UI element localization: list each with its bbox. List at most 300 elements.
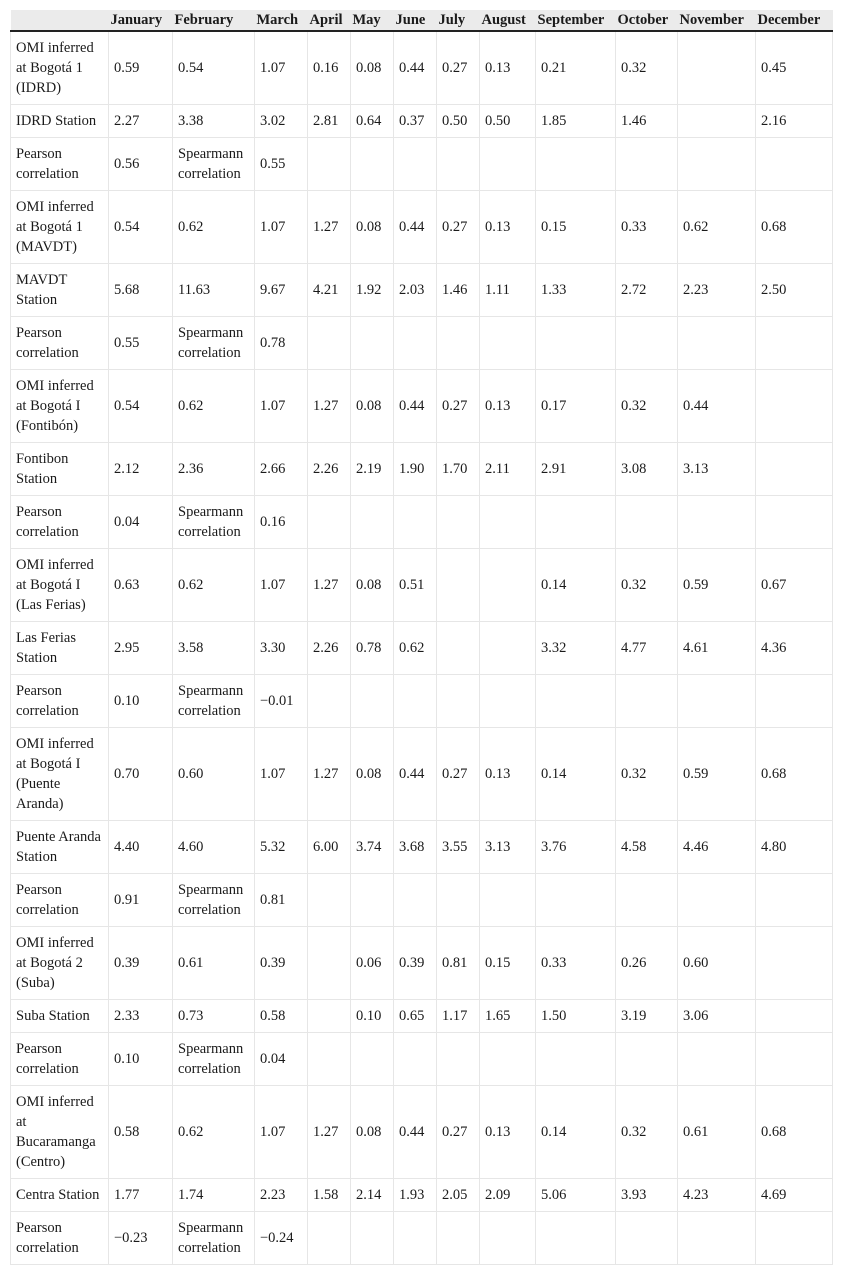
table-cell: 0.27 <box>437 1086 480 1179</box>
table-cell: 2.23 <box>678 264 756 317</box>
table-cell <box>756 874 833 927</box>
table-cell <box>480 1212 536 1265</box>
table-cell: 1.11 <box>480 264 536 317</box>
table-cell <box>678 138 756 191</box>
table-cell <box>394 1033 437 1086</box>
table-cell: 1.50 <box>536 1000 616 1033</box>
table-cell <box>536 1033 616 1086</box>
table-cell <box>437 317 480 370</box>
table-cell: 5.06 <box>536 1179 616 1212</box>
table-cell: 4.77 <box>616 622 678 675</box>
table-cell: 0.08 <box>351 728 394 821</box>
table-cell: 0.56 <box>109 138 173 191</box>
table-cell <box>351 1212 394 1265</box>
table-cell: 0.67 <box>756 549 833 622</box>
table-cell: Spearmann correlation <box>173 138 255 191</box>
header-cell-february: February <box>173 10 255 31</box>
table-cell: 3.19 <box>616 1000 678 1033</box>
header-cell-september: September <box>536 10 616 31</box>
table-cell: 6.00 <box>308 821 351 874</box>
table-cell: 1.65 <box>480 1000 536 1033</box>
row-label: OMI inferred at Bogotá I (Fontibón) <box>11 370 109 443</box>
table-cell <box>480 874 536 927</box>
table-cell: 4.58 <box>616 821 678 874</box>
table-cell: 0.16 <box>255 496 308 549</box>
table-cell: 0.68 <box>756 191 833 264</box>
table-cell: 0.44 <box>394 31 437 105</box>
table-row <box>11 443 833 496</box>
table-cell: 1.27 <box>308 549 351 622</box>
table-cell: 0.26 <box>616 927 678 1000</box>
table-cell: 2.05 <box>437 1179 480 1212</box>
table-cell: 2.66 <box>255 443 308 496</box>
table-cell: 2.16 <box>756 105 833 138</box>
table-cell <box>351 874 394 927</box>
table-cell <box>616 496 678 549</box>
table-cell <box>437 622 480 675</box>
table-row <box>11 821 833 874</box>
table-cell: 0.44 <box>678 370 756 443</box>
table-row <box>11 1000 833 1033</box>
table-cell: 0.44 <box>394 1086 437 1179</box>
table-cell: 0.78 <box>255 317 308 370</box>
table-cell: 0.13 <box>480 728 536 821</box>
table-cell: 1.17 <box>437 1000 480 1033</box>
table-cell: 3.55 <box>437 821 480 874</box>
table-cell: 1.70 <box>437 443 480 496</box>
table-cell: 1.07 <box>255 31 308 105</box>
table-row <box>11 31 833 105</box>
table-row <box>11 496 833 549</box>
header-cell-june: June <box>394 10 437 31</box>
table-cell <box>351 1033 394 1086</box>
table-row <box>11 927 833 1000</box>
row-label: OMI inferred at Bogotá I (Las Ferias) <box>11 549 109 622</box>
table-cell: 0.27 <box>437 370 480 443</box>
table-cell <box>351 675 394 728</box>
table-cell <box>616 1212 678 1265</box>
table-cell: 0.61 <box>678 1086 756 1179</box>
table-cell <box>394 1212 437 1265</box>
table-cell: 0.39 <box>255 927 308 1000</box>
table-cell: 3.32 <box>536 622 616 675</box>
table-cell: 2.09 <box>480 1179 536 1212</box>
table-cell: 1.07 <box>255 1086 308 1179</box>
header-cell-april: April <box>308 10 351 31</box>
table-cell: 0.39 <box>394 927 437 1000</box>
table-cell <box>678 317 756 370</box>
table-cell: 0.08 <box>351 31 394 105</box>
table-cell: 0.16 <box>308 31 351 105</box>
table-cell: Spearmann correlation <box>173 1212 255 1265</box>
table-cell <box>756 675 833 728</box>
table-cell <box>756 496 833 549</box>
table-cell <box>536 496 616 549</box>
table-cell: 0.65 <box>394 1000 437 1033</box>
table-cell: 0.60 <box>678 927 756 1000</box>
table-cell: 0.78 <box>351 622 394 675</box>
table-cell: 2.11 <box>480 443 536 496</box>
row-label: Pearson correlation <box>11 1033 109 1086</box>
table-cell <box>351 138 394 191</box>
row-label: Las Ferias Station <box>11 622 109 675</box>
table-cell: 0.39 <box>109 927 173 1000</box>
table-cell: 1.58 <box>308 1179 351 1212</box>
table-cell <box>678 1212 756 1265</box>
table-row <box>11 105 833 138</box>
table-cell: 0.68 <box>756 728 833 821</box>
row-label: MAVDT Station <box>11 264 109 317</box>
table-cell: 2.50 <box>756 264 833 317</box>
table-cell <box>308 1033 351 1086</box>
table-cell: 0.13 <box>480 370 536 443</box>
table-cell <box>394 317 437 370</box>
table-row <box>11 1212 833 1265</box>
header-row <box>11 10 833 31</box>
table-cell <box>616 1033 678 1086</box>
table-cell <box>351 496 394 549</box>
table-row <box>11 728 833 821</box>
table-cell: 1.77 <box>109 1179 173 1212</box>
table-cell: 2.19 <box>351 443 394 496</box>
table-cell <box>756 317 833 370</box>
header-cell-july: July <box>437 10 480 31</box>
table-cell <box>394 138 437 191</box>
table-cell: 0.59 <box>678 549 756 622</box>
table-cell: 0.59 <box>109 31 173 105</box>
row-label: OMI inferred at Bogotá I (Puente Aranda) <box>11 728 109 821</box>
table-cell: 0.10 <box>351 1000 394 1033</box>
table-cell: 0.50 <box>480 105 536 138</box>
header-cell-march: March <box>255 10 308 31</box>
table-cell: 0.21 <box>536 31 616 105</box>
table-cell: 0.62 <box>173 370 255 443</box>
correlation-table <box>10 10 833 1265</box>
table-cell: Spearmann correlation <box>173 1033 255 1086</box>
header-cell-may: May <box>351 10 394 31</box>
table-cell: 0.62 <box>394 622 437 675</box>
table-cell: −0.01 <box>255 675 308 728</box>
table-cell: 1.90 <box>394 443 437 496</box>
table-cell: 0.32 <box>616 728 678 821</box>
table-cell: 0.08 <box>351 1086 394 1179</box>
table-cell: 0.70 <box>109 728 173 821</box>
table-cell <box>394 675 437 728</box>
header-cell-december: December <box>756 10 833 31</box>
header-cell-october: October <box>616 10 678 31</box>
table-cell <box>536 675 616 728</box>
row-label: OMI inferred at Bogotá 2 (Suba) <box>11 927 109 1000</box>
table-cell: 3.76 <box>536 821 616 874</box>
table-cell <box>616 675 678 728</box>
row-label: Pearson correlation <box>11 496 109 549</box>
table-cell <box>480 549 536 622</box>
table-cell: 0.15 <box>480 927 536 1000</box>
table-cell: 0.55 <box>255 138 308 191</box>
table-cell <box>536 874 616 927</box>
table-cell: 1.33 <box>536 264 616 317</box>
table-cell <box>536 1212 616 1265</box>
table-cell <box>480 1033 536 1086</box>
table-cell: 4.80 <box>756 821 833 874</box>
table-cell <box>308 927 351 1000</box>
table-cell: 3.38 <box>173 105 255 138</box>
table-cell: 5.68 <box>109 264 173 317</box>
table-cell: 3.08 <box>616 443 678 496</box>
table-cell: 4.69 <box>756 1179 833 1212</box>
table-body <box>11 31 833 1265</box>
table-cell: 2.27 <box>109 105 173 138</box>
table-cell: 0.27 <box>437 728 480 821</box>
table-cell <box>480 675 536 728</box>
table-cell <box>351 317 394 370</box>
table-cell: 2.26 <box>308 443 351 496</box>
table-cell: −0.24 <box>255 1212 308 1265</box>
table-cell <box>437 138 480 191</box>
table-cell <box>678 675 756 728</box>
table-cell: 1.92 <box>351 264 394 317</box>
table-cell: 0.27 <box>437 31 480 105</box>
table-cell: 3.13 <box>678 443 756 496</box>
table-cell <box>437 549 480 622</box>
row-label: Suba Station <box>11 1000 109 1033</box>
table-cell: 11.63 <box>173 264 255 317</box>
table-cell: 3.58 <box>173 622 255 675</box>
table-cell <box>437 1212 480 1265</box>
table-cell <box>308 496 351 549</box>
table-cell <box>308 138 351 191</box>
table-cell: 3.30 <box>255 622 308 675</box>
table-row <box>11 1179 833 1212</box>
table-row <box>11 191 833 264</box>
table-cell: 0.44 <box>394 370 437 443</box>
table-cell: Spearmann correlation <box>173 317 255 370</box>
header-cell-august: August <box>480 10 536 31</box>
table-row <box>11 264 833 317</box>
table-cell: −0.23 <box>109 1212 173 1265</box>
table-cell <box>678 874 756 927</box>
table-cell: 1.46 <box>616 105 678 138</box>
table-cell: 0.44 <box>394 191 437 264</box>
table-cell <box>480 496 536 549</box>
table-cell: 3.68 <box>394 821 437 874</box>
table-cell: 0.58 <box>255 1000 308 1033</box>
row-label: Pearson correlation <box>11 675 109 728</box>
table-cell: 1.07 <box>255 370 308 443</box>
table-cell: 9.67 <box>255 264 308 317</box>
table-cell <box>480 622 536 675</box>
table-row <box>11 675 833 728</box>
table-cell: 2.95 <box>109 622 173 675</box>
table-cell: 1.85 <box>536 105 616 138</box>
table-cell <box>437 1033 480 1086</box>
table-cell <box>756 443 833 496</box>
table-cell <box>437 874 480 927</box>
table-cell: 0.54 <box>109 191 173 264</box>
table-row <box>11 622 833 675</box>
table-cell: 0.32 <box>616 370 678 443</box>
table-cell: 0.14 <box>536 728 616 821</box>
table-cell: 0.32 <box>616 549 678 622</box>
table-cell: 0.13 <box>480 1086 536 1179</box>
table-cell: 1.74 <box>173 1179 255 1212</box>
table-cell <box>308 1212 351 1265</box>
table-cell: 0.08 <box>351 549 394 622</box>
row-label: OMI inferred at Bogotá 1 (IDRD) <box>11 31 109 105</box>
table-cell: 0.08 <box>351 370 394 443</box>
table-cell <box>756 1000 833 1033</box>
table-cell: 0.59 <box>678 728 756 821</box>
table-cell: 1.27 <box>308 728 351 821</box>
table-cell: 2.23 <box>255 1179 308 1212</box>
table-cell <box>480 138 536 191</box>
table-cell: 1.27 <box>308 191 351 264</box>
table-row <box>11 874 833 927</box>
header-cell-november: November <box>678 10 756 31</box>
table-cell: 0.32 <box>616 1086 678 1179</box>
table-cell: 2.72 <box>616 264 678 317</box>
table-cell: 4.21 <box>308 264 351 317</box>
table-cell: 0.62 <box>678 191 756 264</box>
table-cell: 3.06 <box>678 1000 756 1033</box>
row-label: Pearson correlation <box>11 138 109 191</box>
table-cell: 2.14 <box>351 1179 394 1212</box>
table-cell: 4.23 <box>678 1179 756 1212</box>
row-label: OMI inferred at Bucaramanga (Centro) <box>11 1086 109 1179</box>
table-cell: 1.07 <box>255 549 308 622</box>
table-cell: 2.33 <box>109 1000 173 1033</box>
row-label: Puente Aranda Station <box>11 821 109 874</box>
table-cell: 0.15 <box>536 191 616 264</box>
row-label: Centra Station <box>11 1179 109 1212</box>
table-cell: 0.55 <box>109 317 173 370</box>
table-row <box>11 317 833 370</box>
table-cell: 0.10 <box>109 675 173 728</box>
table-cell: 0.62 <box>173 1086 255 1179</box>
table-cell: Spearmann correlation <box>173 874 255 927</box>
table-cell: 0.91 <box>109 874 173 927</box>
table-row <box>11 1033 833 1086</box>
table-cell: 2.36 <box>173 443 255 496</box>
table-cell: 0.54 <box>173 31 255 105</box>
table-cell: 0.14 <box>536 549 616 622</box>
table-cell: 1.27 <box>308 370 351 443</box>
table-cell <box>437 496 480 549</box>
table-cell <box>308 317 351 370</box>
row-label: OMI inferred at Bogotá 1 (MAVDT) <box>11 191 109 264</box>
table-cell: 0.44 <box>394 728 437 821</box>
table-cell: 2.12 <box>109 443 173 496</box>
table-cell: 0.51 <box>394 549 437 622</box>
table-cell <box>536 317 616 370</box>
table-cell <box>756 370 833 443</box>
table-cell: 0.06 <box>351 927 394 1000</box>
table-cell: 0.50 <box>437 105 480 138</box>
table-cell <box>437 675 480 728</box>
table-cell: 0.62 <box>173 191 255 264</box>
table-cell: 2.26 <box>308 622 351 675</box>
data-table-container <box>10 10 832 1265</box>
table-cell <box>536 138 616 191</box>
table-cell: 0.33 <box>536 927 616 1000</box>
table-cell: 4.60 <box>173 821 255 874</box>
table-cell: 1.07 <box>255 191 308 264</box>
table-cell <box>616 138 678 191</box>
table-cell: 0.10 <box>109 1033 173 1086</box>
table-cell: 0.45 <box>756 31 833 105</box>
table-cell: 0.64 <box>351 105 394 138</box>
table-cell <box>616 874 678 927</box>
table-cell: 0.13 <box>480 31 536 105</box>
table-cell: 0.33 <box>616 191 678 264</box>
table-cell: 4.40 <box>109 821 173 874</box>
table-cell: 2.91 <box>536 443 616 496</box>
table-cell: 2.81 <box>308 105 351 138</box>
table-cell: 1.07 <box>255 728 308 821</box>
table-cell <box>394 496 437 549</box>
table-cell: 0.58 <box>109 1086 173 1179</box>
table-row <box>11 1086 833 1179</box>
table-cell: 0.81 <box>437 927 480 1000</box>
table-cell <box>756 1212 833 1265</box>
table-cell <box>678 496 756 549</box>
table-row <box>11 138 833 191</box>
table-cell: 0.17 <box>536 370 616 443</box>
table-cell <box>394 874 437 927</box>
table-cell: 0.54 <box>109 370 173 443</box>
table-cell: 0.32 <box>616 31 678 105</box>
table-cell: 5.32 <box>255 821 308 874</box>
table-cell: Spearmann correlation <box>173 675 255 728</box>
table-cell: 1.46 <box>437 264 480 317</box>
table-cell: 0.63 <box>109 549 173 622</box>
table-cell <box>756 138 833 191</box>
table-cell: 0.73 <box>173 1000 255 1033</box>
row-label: Pearson correlation <box>11 1212 109 1265</box>
table-cell <box>480 317 536 370</box>
row-label: Pearson correlation <box>11 874 109 927</box>
table-cell: 0.37 <box>394 105 437 138</box>
table-cell: 4.36 <box>756 622 833 675</box>
header-cell-january: January <box>109 10 173 31</box>
table-cell: 1.93 <box>394 1179 437 1212</box>
row-label: Pearson correlation <box>11 317 109 370</box>
table-cell: 4.46 <box>678 821 756 874</box>
table-cell <box>756 1033 833 1086</box>
table-cell: 2.03 <box>394 264 437 317</box>
table-cell <box>756 927 833 1000</box>
row-label: Fontibon Station <box>11 443 109 496</box>
row-label: IDRD Station <box>11 105 109 138</box>
table-cell: 4.61 <box>678 622 756 675</box>
table-cell: 3.93 <box>616 1179 678 1212</box>
table-cell: 3.74 <box>351 821 394 874</box>
table-cell: 0.14 <box>536 1086 616 1179</box>
table-cell <box>678 105 756 138</box>
table-cell <box>678 31 756 105</box>
header-cell-blank <box>11 10 109 31</box>
table-cell: 0.68 <box>756 1086 833 1179</box>
table-cell <box>308 675 351 728</box>
table-cell: 0.08 <box>351 191 394 264</box>
table-cell: Spearmann correlation <box>173 496 255 549</box>
table-cell: 0.13 <box>480 191 536 264</box>
table-row <box>11 549 833 622</box>
table-cell: 0.04 <box>255 1033 308 1086</box>
table-cell: 0.81 <box>255 874 308 927</box>
table-cell <box>678 1033 756 1086</box>
table-cell: 0.60 <box>173 728 255 821</box>
